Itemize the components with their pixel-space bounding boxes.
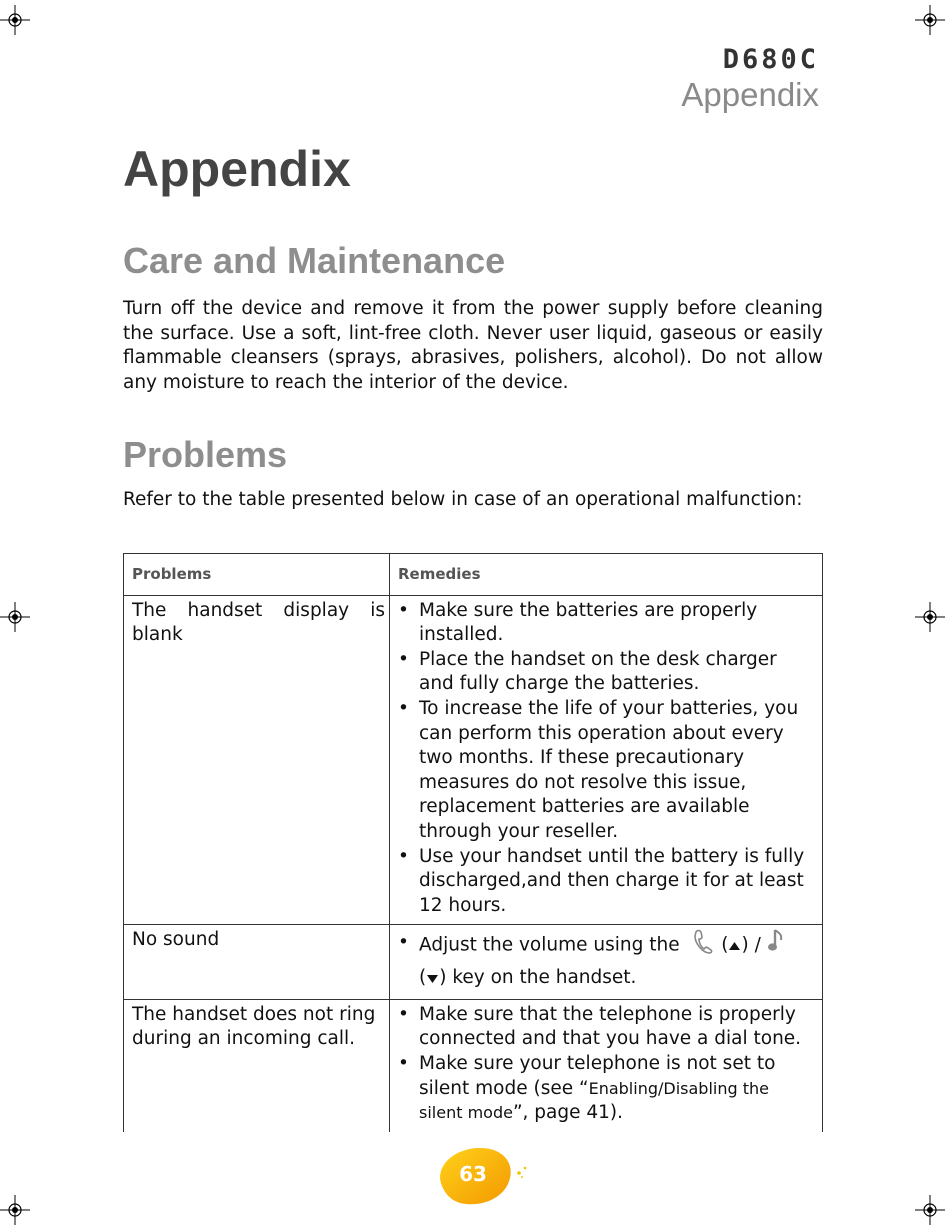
care-paragraph: Turn off the device and remove it from the power supply before cleaning the surface. Use a soft, lint-free cloth. Never user liquid, gaseous or easily flammable cleansers (sprays, abrasives, polishers, alcohol). Do not allow any moisture to reach the interior of the device. bbox=[123, 298, 823, 394]
remedy-text: Make sure that the telephone is properly connected and that you have a dial tone. bbox=[419, 1003, 802, 1050]
remedy-cell bbox=[390, 999, 823, 1131]
talk-key-icon bbox=[691, 928, 715, 963]
bullet: • bbox=[398, 932, 409, 954]
problem-cell: The handset does not ring during an incoming call. bbox=[124, 999, 390, 1131]
remedy-text: ) key on the handset. bbox=[439, 967, 637, 989]
problems-intro: Refer to the table presented below in case of an operational malfunction: bbox=[123, 489, 803, 510]
problems-table bbox=[123, 553, 823, 1132]
bullet: • bbox=[398, 599, 409, 621]
remedy-list bbox=[398, 1003, 816, 1126]
crop-mark-icon bbox=[0, 5, 30, 35]
crop-mark-icon bbox=[0, 1195, 30, 1225]
cross-reference: Enabling/Disabling the silent mode bbox=[419, 1078, 769, 1123]
page-title: Appendix bbox=[123, 141, 351, 197]
up-arrow-icon bbox=[728, 931, 741, 960]
care-heading: Care and Maintenance bbox=[123, 240, 506, 281]
remedy-paren-open: ( bbox=[721, 934, 729, 956]
crop-mark-icon bbox=[915, 5, 945, 35]
list-item bbox=[398, 845, 816, 919]
down-arrow-icon bbox=[426, 964, 439, 993]
header-problems: Problems bbox=[124, 554, 390, 596]
music-note-icon bbox=[767, 928, 785, 963]
crop-mark-icon bbox=[915, 602, 945, 632]
crop-mark-icon bbox=[0, 602, 30, 632]
problem-cell: No sound bbox=[124, 925, 390, 1000]
remedy-paren-close: ) / bbox=[741, 934, 761, 956]
remedy-text: Make sure your telephone is not set to silent mode (see “ bbox=[419, 1053, 776, 1099]
sparkle-icon bbox=[517, 1167, 526, 1178]
bullet: • bbox=[398, 845, 409, 867]
remedy-text: ”, page 41). bbox=[512, 1102, 624, 1124]
remedy-paren-open: ( bbox=[419, 967, 427, 989]
header-model: D680C bbox=[722, 44, 819, 75]
bullet: • bbox=[398, 1003, 409, 1025]
crop-mark-icon bbox=[915, 1195, 945, 1225]
remedy-text: Adjust the volume using the bbox=[419, 934, 680, 956]
table-header-row bbox=[124, 554, 823, 596]
table-row bbox=[124, 925, 823, 1000]
bullet: • bbox=[398, 1053, 409, 1074]
remedy-text: Place the handset on the desk charger and fully charge the batteries. bbox=[419, 648, 777, 695]
page-number-badge bbox=[434, 1146, 512, 1206]
list-item bbox=[398, 599, 816, 648]
list-item bbox=[398, 928, 816, 993]
remedy-list bbox=[398, 599, 816, 919]
list-item bbox=[398, 1052, 816, 1126]
list-item bbox=[398, 697, 816, 845]
remedy-text: Make sure the batteries are properly installed. bbox=[419, 599, 758, 646]
page-number: 63 bbox=[459, 1162, 487, 1186]
problems-heading: Problems bbox=[123, 434, 288, 475]
remedy-list bbox=[398, 928, 816, 993]
header-remedies: Remedies bbox=[390, 554, 823, 596]
list-item bbox=[398, 648, 816, 697]
table-row bbox=[124, 999, 823, 1131]
bullet: • bbox=[398, 697, 409, 719]
remedy-cell bbox=[390, 925, 823, 1000]
table-row bbox=[124, 595, 823, 925]
remedy-text: To increase the life of your batteries, you can perform this operation about every two months. If these precautionary measures do not resolve this issue, replacement batteries are available through your reseller. bbox=[419, 697, 799, 842]
remedy-text: Use your handset until the battery is fully discharged,and then charge it for at least 12 hours. bbox=[419, 845, 805, 916]
remedy-cell bbox=[390, 595, 823, 925]
list-item bbox=[398, 1003, 816, 1052]
header-section: Appendix bbox=[681, 76, 819, 113]
problem-cell: The handset display is blank bbox=[124, 595, 390, 925]
bullet: • bbox=[398, 648, 409, 670]
